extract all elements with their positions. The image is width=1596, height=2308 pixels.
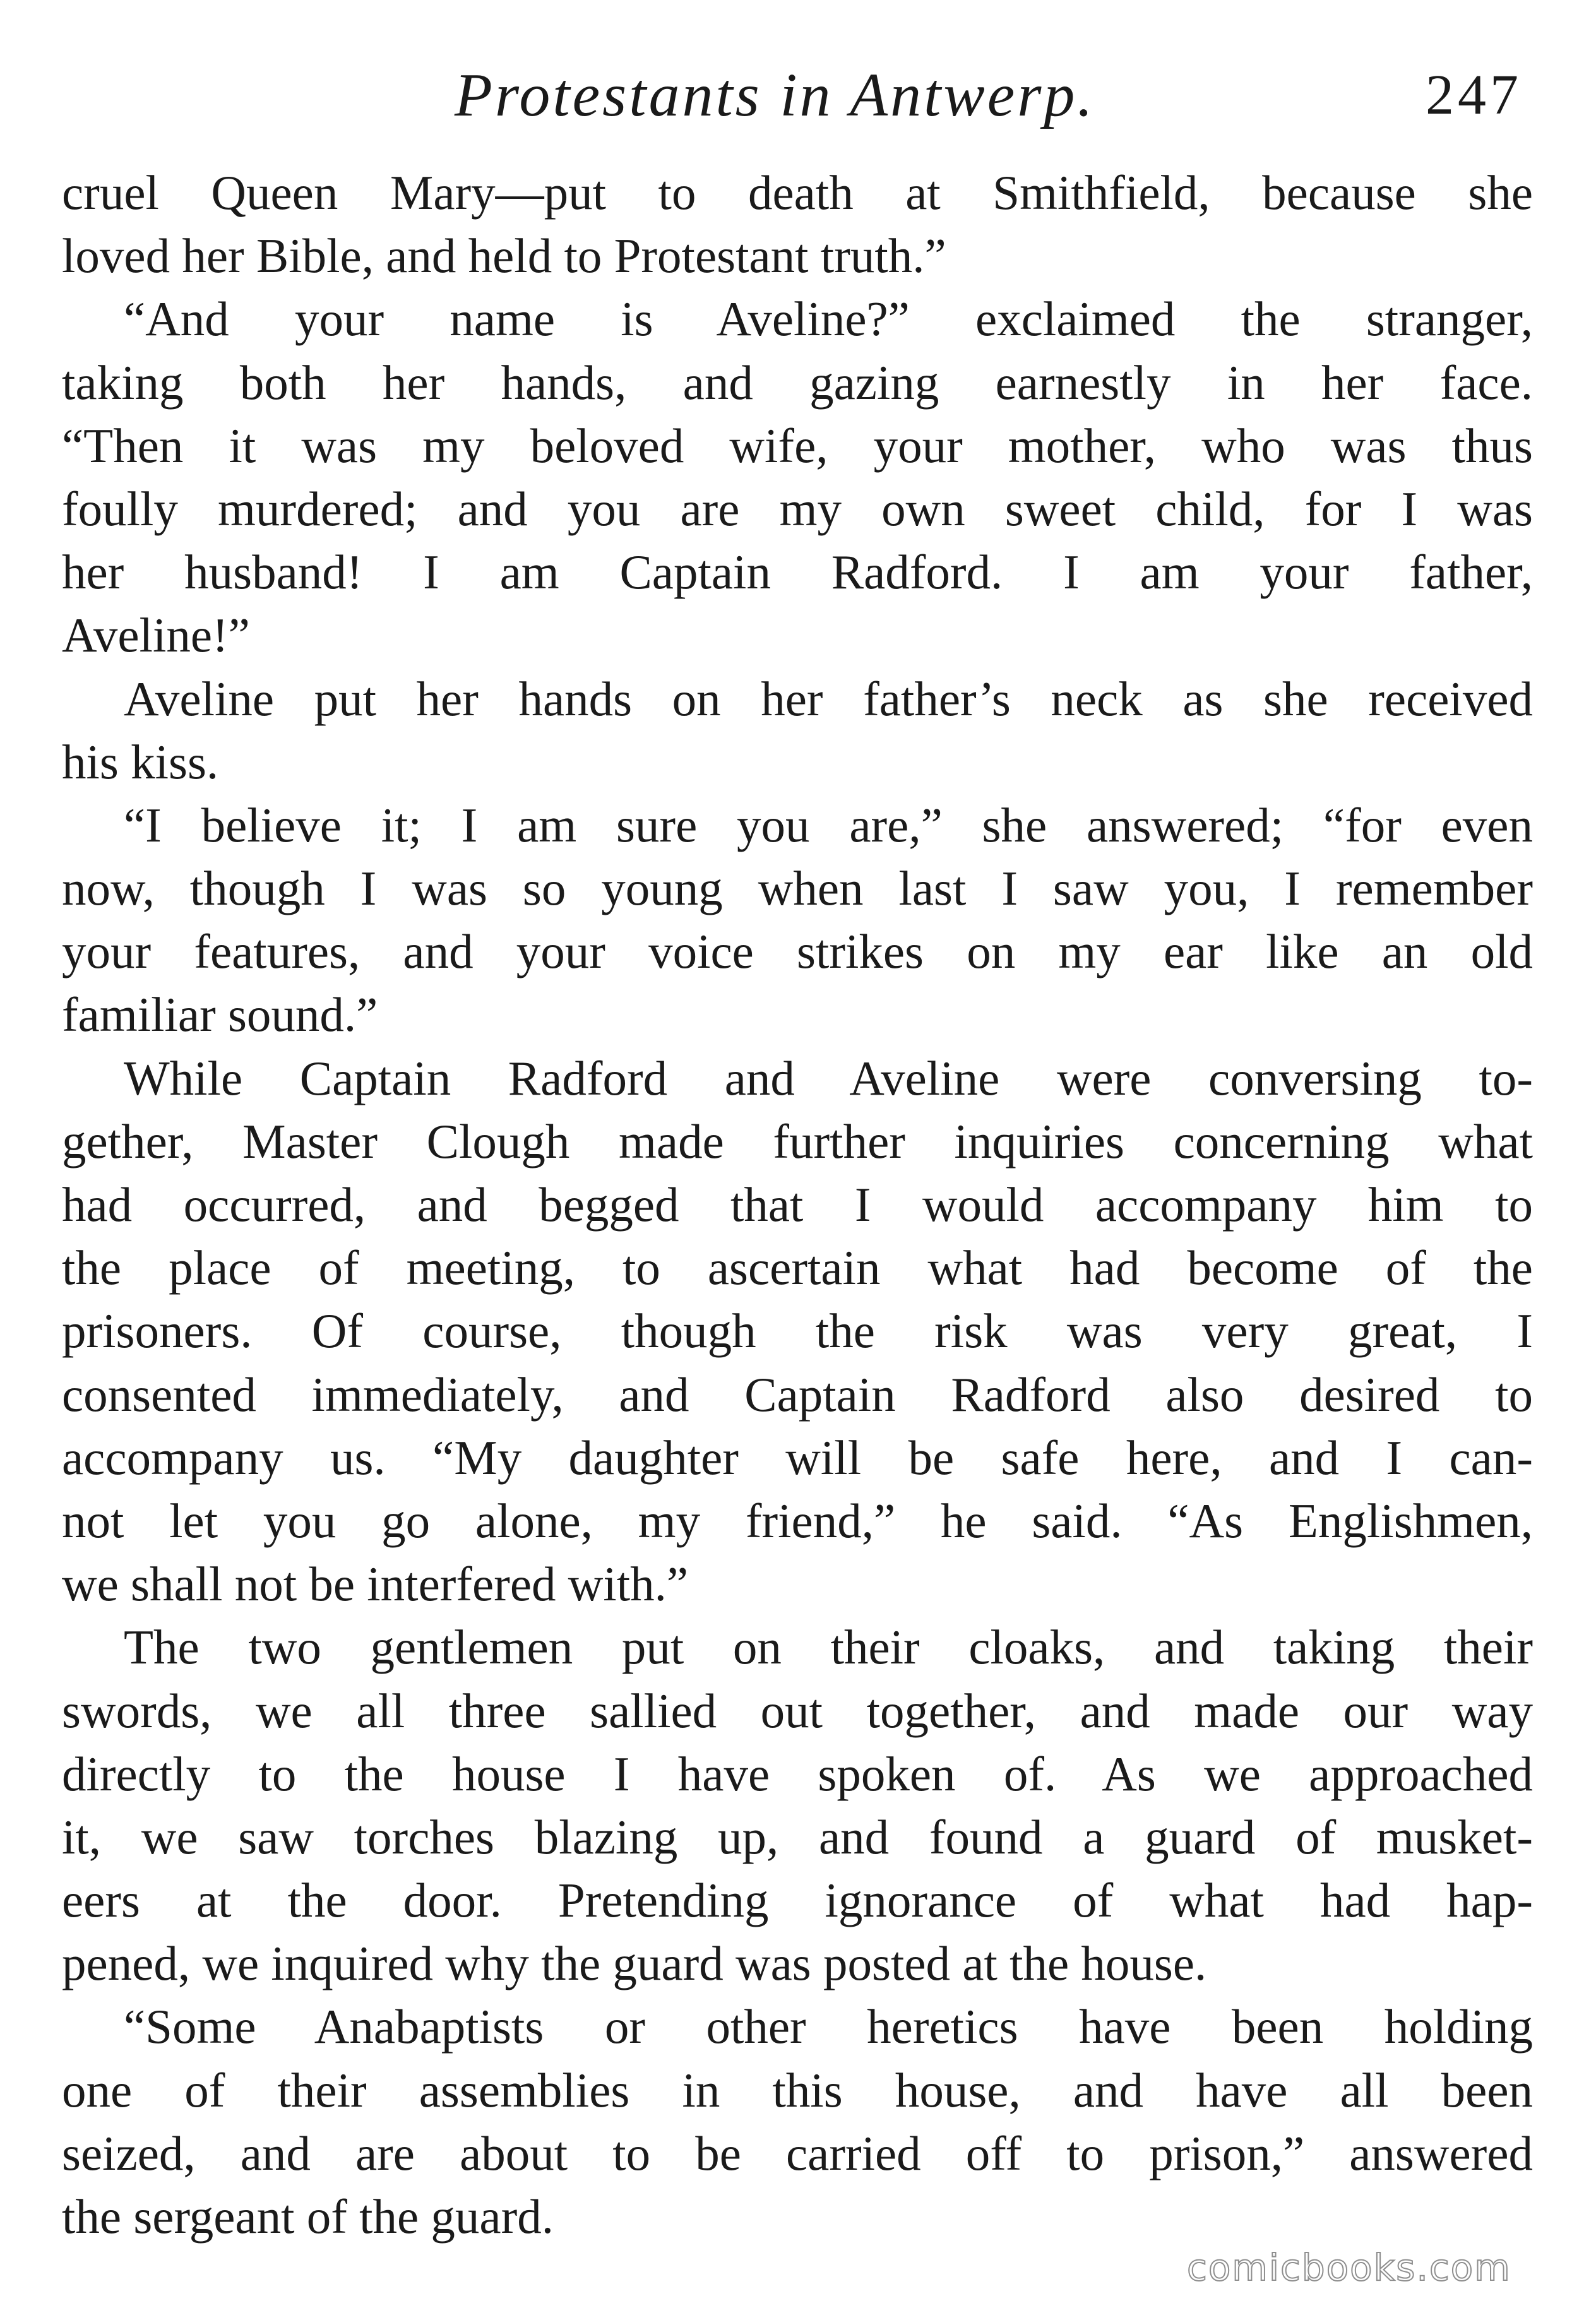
text-line: it, we saw torches blazing up, and found a guard of musket- — [62, 1809, 1533, 1864]
text-line: your features, and your voice strikes on my ear like an old — [62, 924, 1533, 979]
text-line: we shall not be interfered with.” — [62, 1557, 689, 1612]
text-line: loved her Bible, and held to Protestant truth.” — [62, 229, 946, 283]
text-line: eers at the door. Pretending ignorance of what had hap- — [62, 1873, 1533, 1928]
text-line: foully murdered; and you are my own sweet child, for I was — [62, 481, 1533, 536]
text-line: swords, we all three sallied out together, and made our way — [62, 1683, 1533, 1738]
text-line: familiar sound.” — [62, 987, 378, 1042]
text-line: prisoners. Of course, though the risk was very great, I — [62, 1304, 1533, 1359]
text-line: accompany us. “My daughter will be safe here, and I can- — [62, 1430, 1533, 1485]
text-line: one of their assemblies in this house, and have all been — [62, 2062, 1533, 2117]
text-line: had occurred, and begged that I would accompany him to — [62, 1177, 1533, 1232]
body-text — [62, 161, 1533, 2248]
running-head — [0, 54, 1596, 136]
text-line: “I believe it; I am sure you are,” she answered; “for even — [124, 797, 1533, 852]
text-line: The two gentlemen put on their cloaks, and taking their — [124, 1620, 1533, 1675]
text-line: consented immediately, and Captain Radford also desired to — [62, 1367, 1533, 1422]
text-line: his kiss. — [62, 734, 219, 789]
text-line: the place of meeting, to ascertain what had become of the — [62, 1240, 1533, 1295]
text-line: cruel Queen Mary—put to death at Smithfield, because she — [62, 165, 1533, 220]
watermark: comicbooks.com — [1187, 2246, 1511, 2289]
text-line: not let you go alone, my friend,” he said. “As Englishmen, — [62, 1493, 1533, 1548]
text-line: pened, we inquired why the guard was posted at the house. — [62, 1936, 1207, 1991]
text-line: While Captain Radford and Aveline were conversing to- — [124, 1050, 1533, 1105]
text-line: Aveline put her hands on her father’s neck as she received — [124, 671, 1533, 726]
text-line: “Some Anabaptists or other heretics have been holding — [124, 1999, 1533, 2054]
text-line: the sergeant of the guard. — [62, 2189, 554, 2244]
text-line: directly to the house I have spoken of. As we approached — [62, 1746, 1533, 1801]
page-number: 247 — [1426, 64, 1522, 126]
text-line: now, though I was so young when last I saw you, I remember — [62, 861, 1533, 916]
running-head-title: Protestants in Antwerp. — [455, 61, 1095, 129]
text-line: seized, and are about to be carried off to prison,” answered — [62, 2126, 1533, 2180]
text-line: Aveline!” — [62, 608, 250, 663]
text-line: gether, Master Clough made further inquiries concerning what — [62, 1114, 1533, 1169]
text-line: “And your name is Aveline?” exclaimed the stranger, — [124, 292, 1533, 347]
text-line: taking both her hands, and gazing earnestly in her face. — [62, 355, 1533, 410]
text-line: “Then it was my beloved wife, your mother, who was thus — [62, 418, 1533, 473]
text-line: her husband! I am Captain Radford. I am your father, — [62, 545, 1533, 600]
